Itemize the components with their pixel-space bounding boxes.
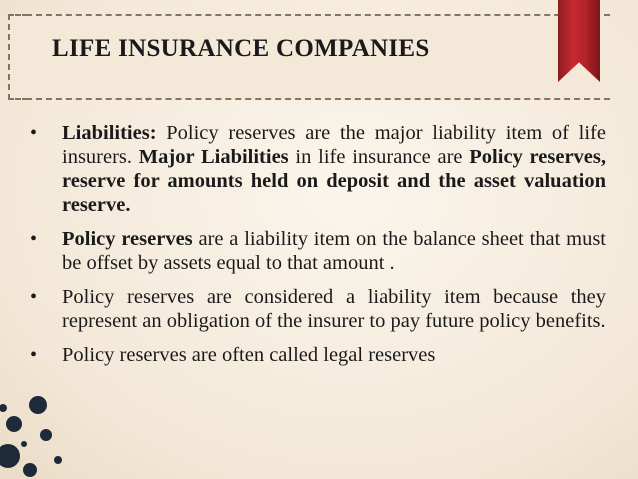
title-banner bbox=[26, 14, 610, 100]
bullet-item-policy-reserves bbox=[30, 227, 606, 275]
bullet-item-legal-reserves bbox=[30, 343, 606, 367]
bullet-dot-icon: • bbox=[30, 286, 38, 308]
text-policy-reserves: are a liability item on the balance sheet that must be offset by assets equal to that amount . bbox=[62, 228, 606, 274]
bullet-dot-icon: • bbox=[30, 228, 38, 250]
text-liability-item: Policy reserves are considered a liability item because they represent an obligation of the insurer to pay future policy benefits. bbox=[62, 286, 606, 332]
label-policy-reserves: Policy reserves bbox=[62, 228, 193, 250]
bullet-dot-icon: • bbox=[30, 122, 38, 144]
bullet-item-liabilities bbox=[30, 121, 606, 217]
label-major-liabilities: Major Liabilities bbox=[138, 146, 289, 168]
slide-title: LIFE INSURANCE COMPANIES bbox=[52, 35, 430, 62]
ink-blot-decoration-icon bbox=[0, 378, 80, 479]
text-liabilities-2: in life insurance are bbox=[288, 146, 470, 168]
label-liabilities: Liabilities: bbox=[62, 122, 157, 144]
bullet-list bbox=[30, 121, 606, 377]
bullet-dot-icon: • bbox=[30, 344, 38, 366]
text-liabilities-bold: Policy reserves, reserve for amounts held on deposit and the asset valuation reserve. bbox=[62, 146, 607, 216]
text-legal-reserves: Policy reserves are often called legal reserves bbox=[62, 344, 436, 366]
bullet-item-liability-item bbox=[30, 285, 606, 333]
text-liabilities-1: Policy reserves are the major liability item of life insurers. bbox=[62, 122, 606, 168]
